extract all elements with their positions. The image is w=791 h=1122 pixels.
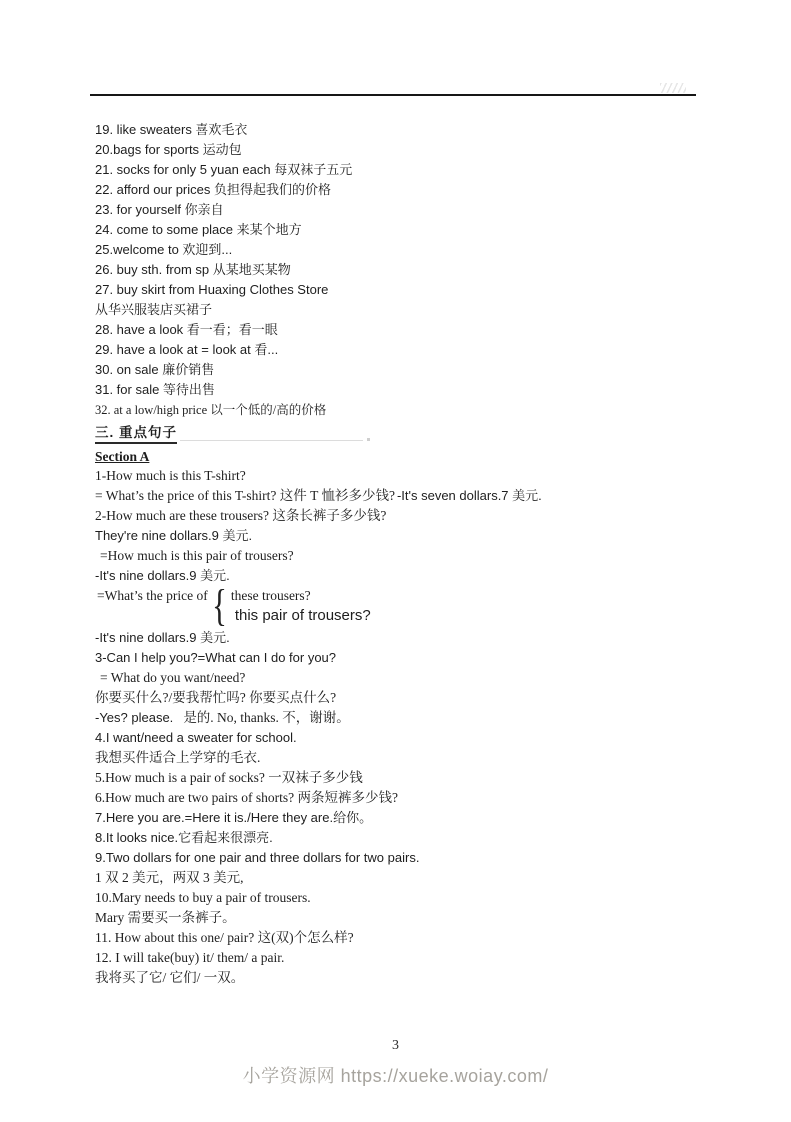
sentence-line	[95, 708, 715, 728]
curly-brace-icon: {	[211, 581, 227, 630]
sentence-line: 11. How about this one/ pair? 这(双)个怎么样?	[95, 930, 354, 945]
brace-option: these trousers?	[230, 588, 311, 603]
sentence-line: 4.I want/need a sweater for school.	[95, 730, 297, 745]
brace-options	[231, 586, 371, 627]
sentence-line: 9.Two dollars for one pair and three dollars for two pairs.	[95, 850, 420, 865]
sentence-part-english: -Yes? please.	[95, 710, 174, 725]
header-rule	[90, 94, 696, 96]
sentence-line: 我将买了它/ 它们/ 一双。	[95, 970, 245, 985]
sentence-line: 我想买件适合上学穿的毛衣.	[95, 750, 261, 765]
sentence-line: 8.It looks nice.它看起来很漂亮.	[95, 830, 273, 845]
page-number: 3	[392, 1038, 399, 1053]
sentence-line: =How much is this pair of trousers?	[100, 548, 294, 563]
phrase-line: 32. at a low/high price 以一个低的/高的价格	[95, 403, 327, 417]
sentence-part-answer: -It's seven dollars.7 美元.	[396, 488, 542, 503]
phrase-line: 从华兴服装店买裙子	[95, 302, 213, 317]
phrase-line: 27. buy skirt from Huaxing Clothes Store	[95, 282, 329, 297]
phrase-line: 24. come to some place 来某个地方	[95, 222, 302, 237]
sentence-line: 10.Mary needs to buy a pair of trousers.	[95, 890, 311, 905]
phrase-line: 29. have a look at = look at 看...	[95, 342, 279, 357]
sentence-line: 7.Here you are.=Here it is./Here they are.给你。	[95, 810, 373, 825]
sentence-line: They're nine dollars.9 美元.	[95, 528, 253, 543]
sentence-line: 3-Can I help you?=What can I do for you?	[95, 650, 337, 665]
sentence-line: 2-How much are these trousers? 这条长裤子多少钱?	[95, 508, 387, 523]
sentence-line: Mary 需要买一条裤子。	[95, 910, 236, 925]
phrase-line: 21. socks for only 5 yuan each 每双袜子五元	[95, 162, 353, 177]
sentence-line: = What do you want/need?	[100, 670, 246, 685]
phrase-line: 25.welcome to 欢迎到...	[95, 242, 233, 257]
sentence-line: 你要买什么?/要我帮忙吗? 你要买点什么?	[95, 690, 337, 705]
phrase-line: 26. buy sth. from sp 从某地买某物	[95, 262, 291, 277]
subsection-title: Section A	[95, 449, 150, 464]
sentence-line: 6.How much are two pairs of shorts? 两条短裤多少钱?	[95, 790, 398, 805]
section-title: 三. 重点句子	[95, 421, 177, 444]
sentence-part-chinese: 是的. No, thanks. 不，谢谢。	[183, 710, 350, 725]
sentence-line: 12. I will take(buy) it/ them/ a pair.	[95, 950, 285, 965]
phrase-line: 19. like sweaters 喜欢毛衣	[95, 122, 248, 137]
sentence-line: 1 双 2 美元，两双 3 美元,	[95, 870, 244, 885]
phrase-line: 28. have a look 看一看；看一眼	[95, 322, 278, 337]
site-footer-text: 小学资源网 https://xueke.woiay.com/	[242, 1066, 549, 1086]
sentence-line: -It's nine dollars.9 美元.	[95, 568, 230, 583]
brace-prefix-text: =What’s the price of	[97, 588, 208, 603]
underline-extension	[180, 440, 363, 441]
sentence-part-english: = What’s the price of this T-shirt? 这件 T 恤衫多少钱?	[95, 488, 395, 503]
subsection-row	[95, 447, 715, 466]
phrase-line: 23. for yourself 你亲自	[95, 202, 224, 217]
sentence-line: -It's nine dollars.9 美元.	[95, 630, 230, 645]
brace-alternatives	[95, 581, 715, 630]
smudge-artifact	[660, 83, 686, 93]
phrase-line: 30. on sale 廉价销售	[95, 362, 215, 377]
phrase-line: 22. afford our prices 负担得起我们的价格	[95, 182, 331, 197]
section-heading-row	[95, 426, 715, 444]
phrase-line: 31. for sale 等待出售	[95, 382, 215, 397]
sentence-line: 5.How much is a pair of socks? 一双袜子多少钱	[95, 770, 363, 785]
sentence-line	[95, 486, 715, 506]
sentence-line: 1-How much is this T-shirt?	[95, 468, 246, 483]
brace-option: this pair of trousers?	[234, 607, 371, 624]
document-body	[95, 120, 715, 988]
phrase-line: 20.bags for sports 运动包	[95, 142, 242, 157]
